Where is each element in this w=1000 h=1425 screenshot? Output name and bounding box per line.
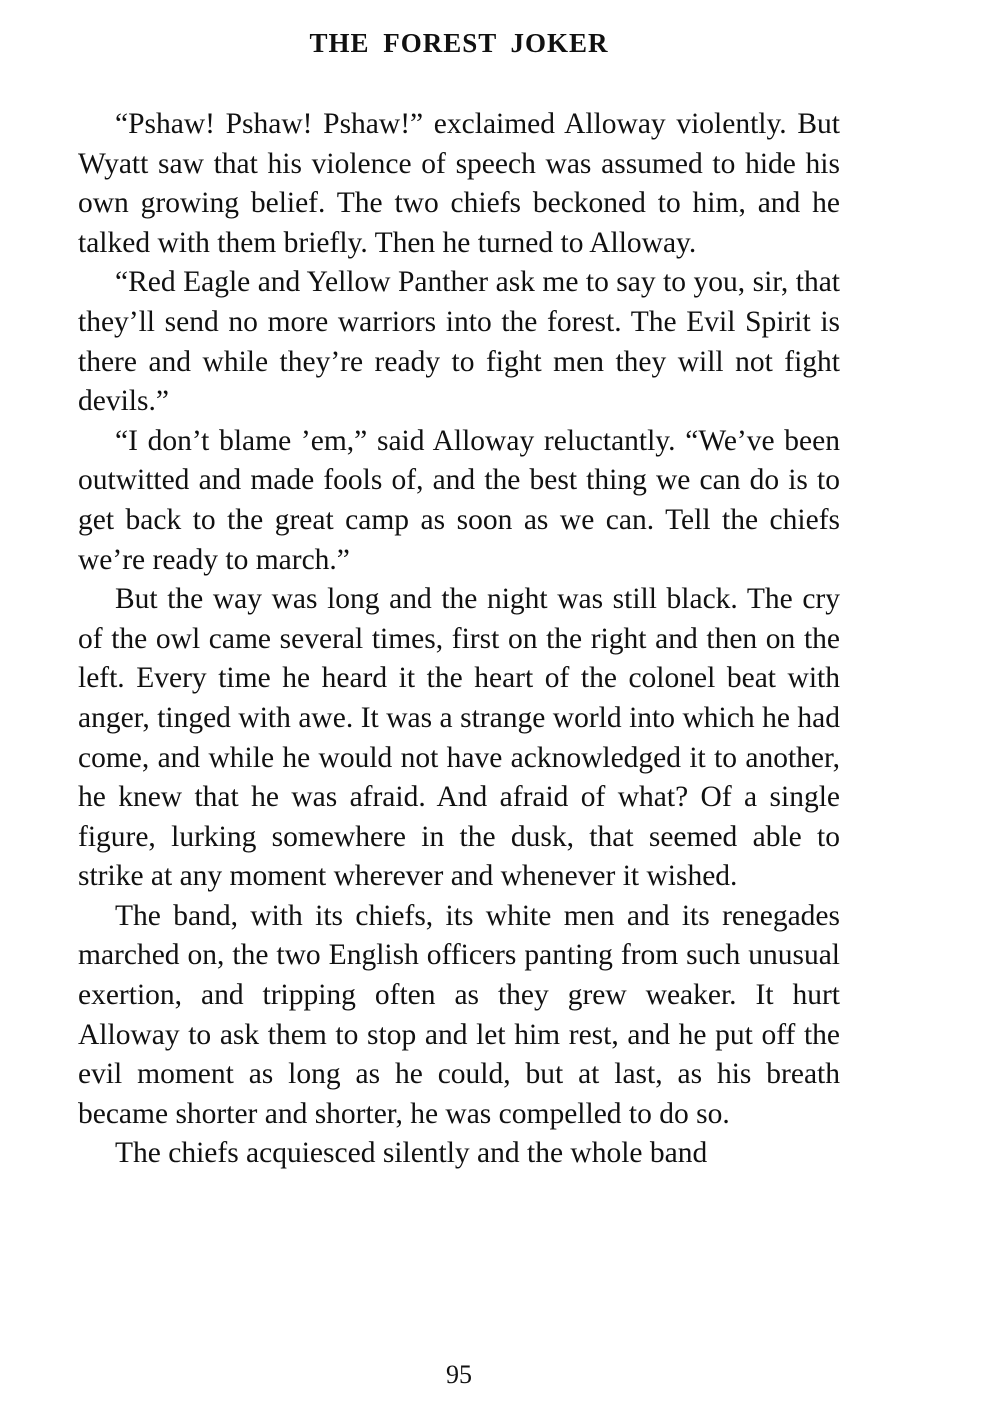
page-number: 95 — [446, 1360, 472, 1389]
paragraph: The band, with its chiefs, its white men and its renegades marched on, the two English officers panting from such unusual exertion, and tripping often as they grew weaker. It hurt Alloway to ask them to stop and let him rest, and he put off the evil moment as long as he could, but at last, as his breath became shorter and shorter, he was compelled to do so. — [78, 899, 840, 1130]
paragraph: “Pshaw! Pshaw! Pshaw!” exclaimed Alloway violently. But Wyatt saw that his violence of speech was assumed to hide his own growing belief. The two chiefs beckoned to him, and he talked with them briefly. Then he turned to Alloway. — [78, 108, 840, 259]
paragraph: “Red Eagle and Yellow Panther ask me to say to you, sir, that they’ll send no more warriors into the forest. The Evil Spirit is there and while they’re ready to fight men they will not fight devils.” — [78, 266, 840, 418]
paragraph: The chiefs acquiesced silently and the whole band — [115, 1137, 708, 1170]
book-page — [78, 0, 840, 1425]
paragraph: But the way was long and the night was still black. The cry of the owl came several times, first on the right and then on the left. Every time he heard it the heart of the colonel beat with anger, tinged with awe. It was a strange world into which he had come, and while he would not have acknowledged it to another, he knew that he was afraid. And afraid of what? Of a single figure, lurking somewhere in the dusk, that seemed able to strike at any moment wherever and whenever it wished. — [78, 583, 840, 893]
paragraph: “I don’t blame ’em,” said Alloway reluctantly. “We’ve been outwitted and made fools of, and the best thing we can do is to get back to the great camp as soon as we can. Tell the chiefs we’re ready to march.” — [78, 424, 840, 576]
running-title: THE FOREST JOKER — [309, 28, 609, 58]
body-text — [78, 105, 840, 1174]
